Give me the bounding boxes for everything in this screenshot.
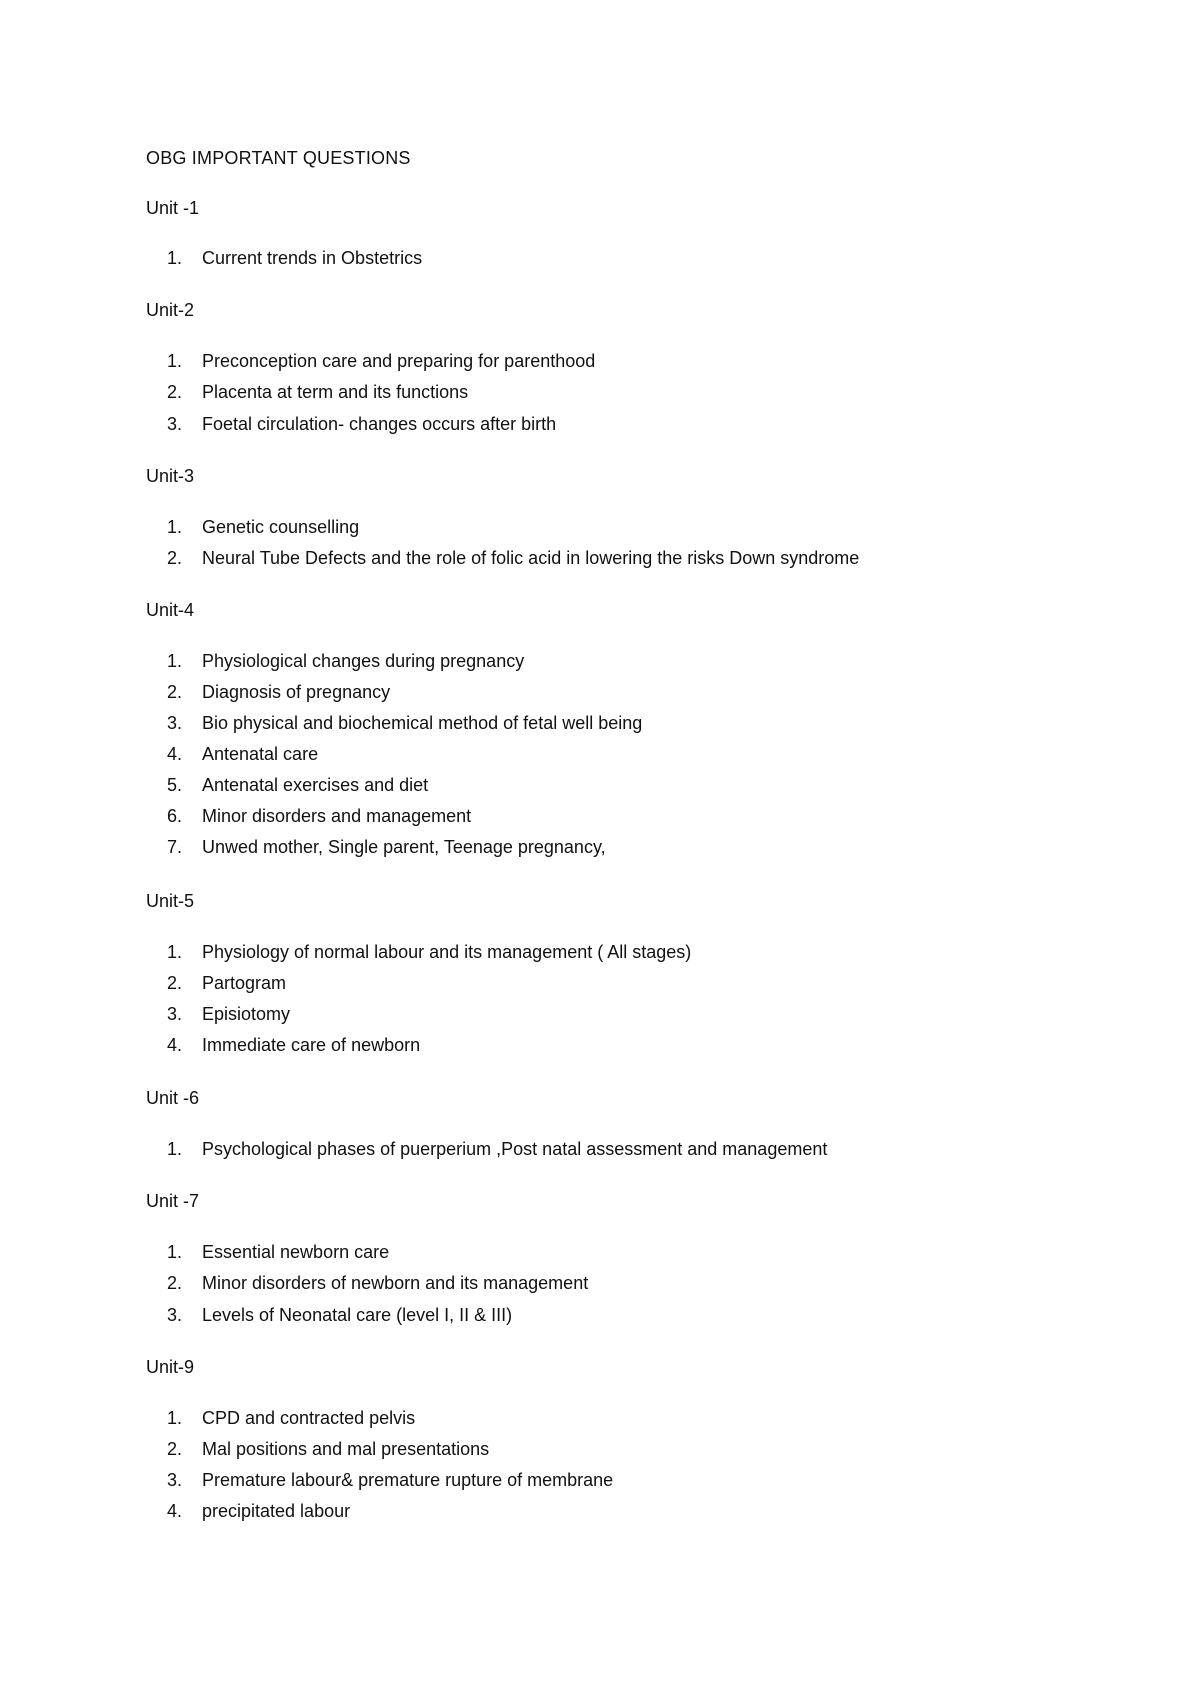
- item-number: 4.: [166, 744, 182, 764]
- item-text: Genetic counselling: [202, 517, 360, 537]
- item-number: 1.: [166, 517, 182, 537]
- list-item: [146, 1305, 512, 1326]
- list-item: [146, 1470, 613, 1491]
- item-number: 1.: [166, 248, 182, 268]
- list-item: [146, 775, 428, 796]
- item-text: CPD and contracted pelvis: [202, 1408, 416, 1428]
- item-number: 4.: [166, 1501, 182, 1521]
- list-item: [146, 713, 642, 734]
- list-item: [146, 1139, 827, 1160]
- list-item: [146, 837, 606, 858]
- item-text: Placenta at term and its functions: [202, 382, 469, 402]
- unit-heading: Unit -6: [146, 1088, 200, 1108]
- list-item: [146, 806, 471, 827]
- item-text: Foetal circulation- changes occurs after birth: [202, 414, 557, 434]
- item-number: 1.: [166, 651, 182, 671]
- list-item: [146, 1035, 420, 1056]
- item-number: 3.: [166, 1470, 182, 1490]
- list-item: [146, 414, 556, 435]
- unit-heading: Unit -1: [146, 198, 200, 218]
- item-text: precipitated labour: [202, 1501, 351, 1521]
- list-item: [146, 1501, 350, 1522]
- item-text: Episiotomy: [202, 1004, 291, 1024]
- item-number: 1.: [166, 1139, 182, 1159]
- list-item: [146, 1273, 588, 1294]
- unit-heading: Unit -7: [146, 1191, 200, 1211]
- item-number: 2.: [166, 682, 182, 702]
- item-text: Mal positions and mal presentations: [202, 1439, 490, 1459]
- item-text: Physiological changes during pregnancy: [202, 651, 525, 671]
- item-number: 3.: [166, 1004, 182, 1024]
- list-item: [146, 1408, 415, 1429]
- list-item: [146, 651, 524, 672]
- item-text: Antenatal exercises and diet: [202, 775, 429, 795]
- unit-heading: Unit-3: [146, 466, 195, 486]
- list-item: [146, 382, 468, 403]
- item-text: Essential newborn care: [202, 1242, 390, 1262]
- item-text: Bio physical and biochemical method of fetal well being: [202, 713, 643, 733]
- item-number: 3.: [166, 1305, 182, 1325]
- item-number: 7.: [166, 837, 182, 857]
- item-number: 1.: [166, 942, 182, 962]
- list-item: [146, 517, 359, 538]
- item-number: 1.: [166, 1408, 182, 1428]
- unit-heading: Unit-5: [146, 891, 195, 911]
- item-number: 3.: [166, 414, 182, 434]
- list-item: [146, 351, 595, 372]
- unit-heading: Unit-2: [146, 300, 195, 320]
- item-number: 2.: [166, 1439, 182, 1459]
- item-text: Current trends in Obstetrics: [202, 248, 423, 268]
- page-title: OBG IMPORTANT QUESTIONS: [146, 148, 411, 168]
- item-text: Unwed mother, Single parent, Teenage pregnancy,: [202, 837, 606, 857]
- list-item: [146, 682, 390, 703]
- item-text: Minor disorders of newborn and its management: [202, 1273, 589, 1293]
- list-item: [146, 744, 318, 765]
- list-item: [146, 248, 422, 269]
- item-number: 6.: [166, 806, 182, 826]
- item-text: Preconception care and preparing for parenthood: [202, 351, 596, 371]
- unit-heading: Unit-4: [146, 600, 195, 620]
- list-item: [146, 548, 859, 569]
- item-number: 2.: [166, 548, 182, 568]
- item-number: 1.: [166, 1242, 182, 1262]
- item-number: 4.: [166, 1035, 182, 1055]
- list-item: [146, 1004, 290, 1025]
- item-text: Physiology of normal labour and its management ( All stages): [202, 942, 692, 962]
- item-text: Levels of Neonatal care (level I, II & III): [202, 1305, 513, 1325]
- item-number: 3.: [166, 713, 182, 733]
- item-text: Neural Tube Defects and the role of folic acid in lowering the risks Down syndrome: [202, 548, 860, 568]
- item-number: 2.: [166, 973, 182, 993]
- list-item: [146, 1439, 489, 1460]
- item-text: Psychological phases of puerperium ,Post natal assessment and management: [202, 1139, 828, 1159]
- item-text: Diagnosis of pregnancy: [202, 682, 391, 702]
- item-number: 1.: [166, 351, 182, 371]
- item-text: Minor disorders and management: [202, 806, 472, 826]
- item-text: Antenatal care: [202, 744, 319, 764]
- item-number: 5.: [166, 775, 182, 795]
- list-item: [146, 942, 691, 963]
- item-number: 2.: [166, 1273, 182, 1293]
- item-text: Premature labour& premature rupture of membrane: [202, 1470, 614, 1490]
- item-number: 2.: [166, 382, 182, 402]
- item-text: Immediate care of newborn: [202, 1035, 421, 1055]
- list-item: [146, 973, 286, 994]
- item-text: Partogram: [202, 973, 287, 993]
- list-item: [146, 1242, 389, 1263]
- unit-heading: Unit-9: [146, 1357, 195, 1377]
